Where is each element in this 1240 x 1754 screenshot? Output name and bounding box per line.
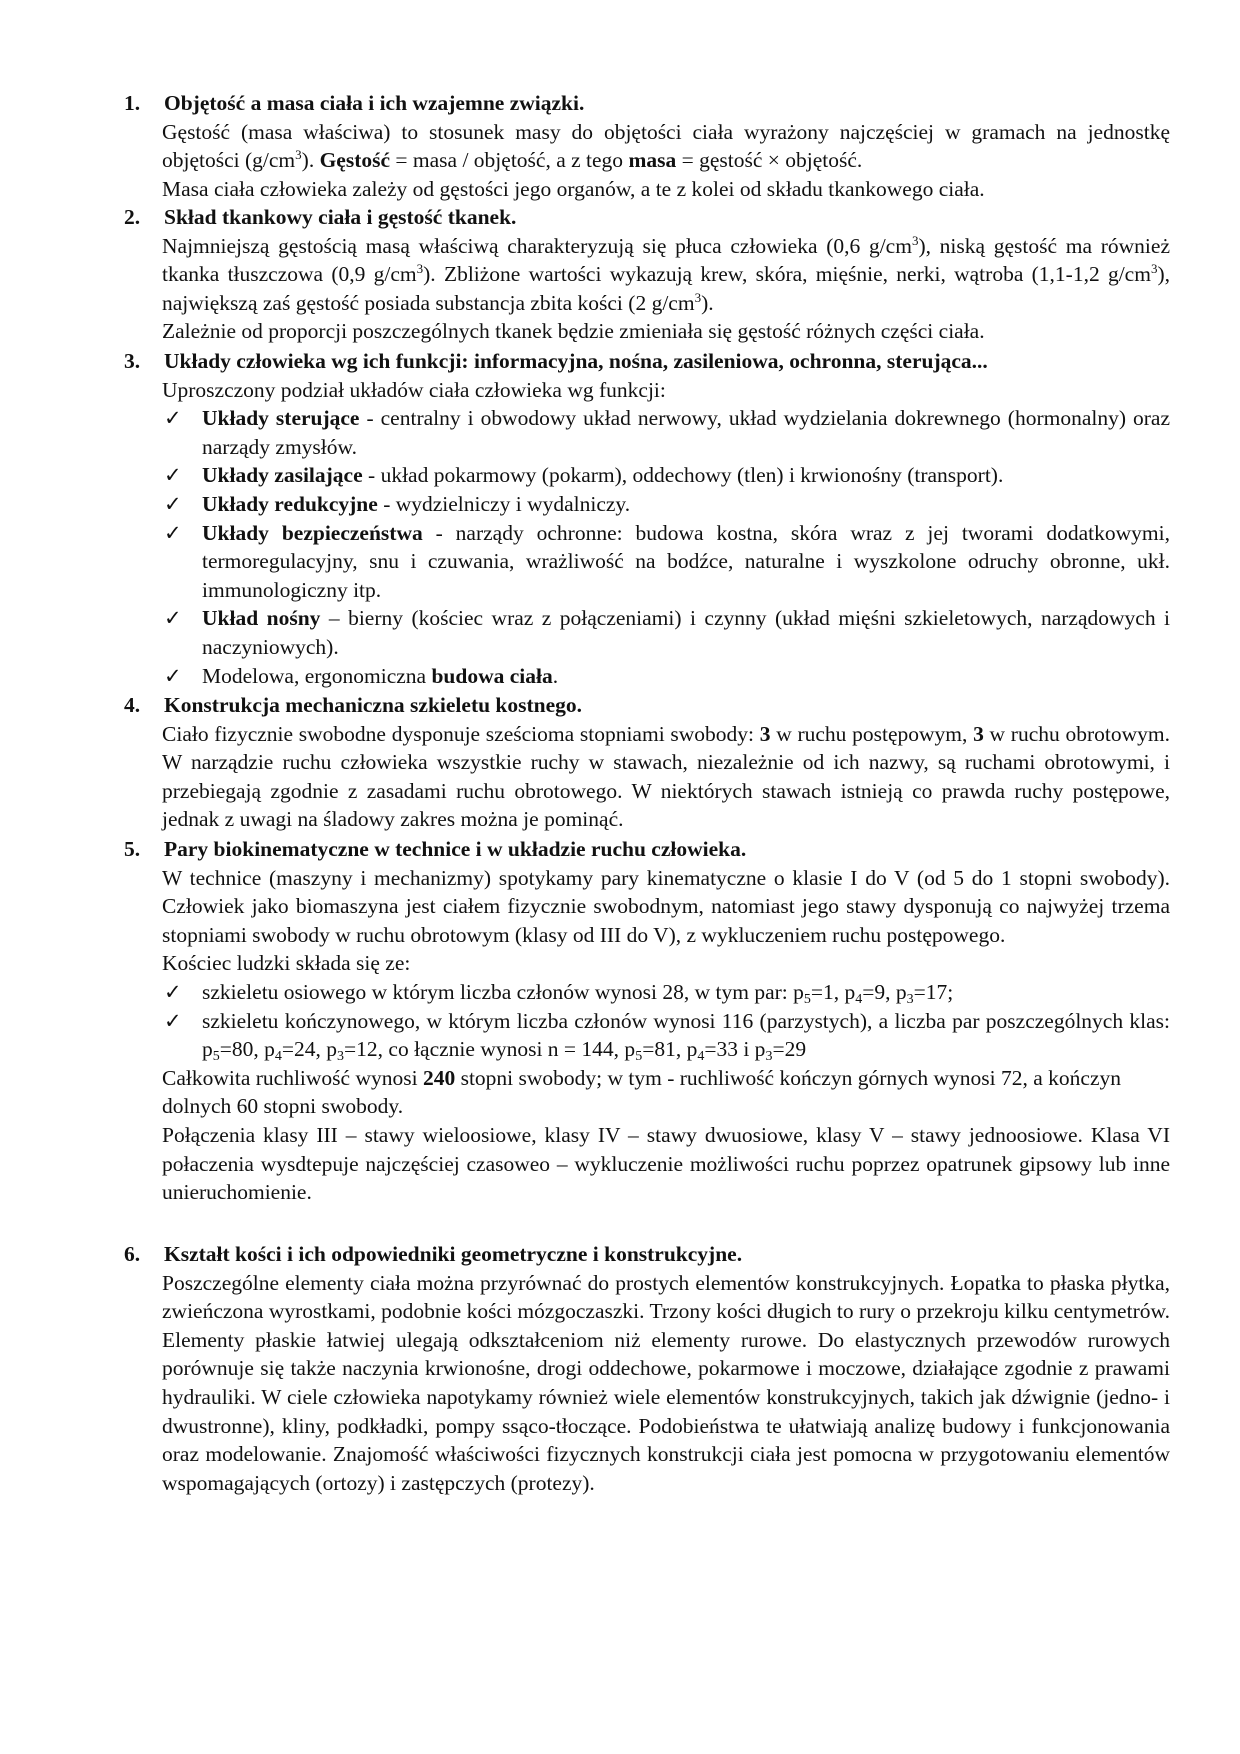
- bold-term: Układy bezpieczeństwa: [202, 520, 423, 545]
- section-number: 6.: [124, 1242, 141, 1266]
- bold-term: 3: [973, 721, 984, 746]
- text-run: ). Zbliżone wartości wykazują krew, skóra, mięśnie, nerki, wątroba (1,1-1,2 g/cm: [423, 262, 1151, 287]
- section-heading: [120, 347, 1170, 376]
- text-run: Modelowa, ergonomiczna: [202, 663, 432, 688]
- section-title: Układy człowieka wg ich funkcji: informacyjna, nośna, zasileniowa, ochronna, sterująca...: [164, 349, 988, 373]
- section-title: Konstrukcja mechaniczna szkieletu kostnego.: [164, 693, 583, 717]
- text-run: w ruchu postępowym,: [770, 721, 974, 746]
- section-heading: [120, 1240, 1170, 1269]
- paragraph: Kościec ludzki składa się ze:: [162, 951, 411, 976]
- bold-term: masa: [628, 148, 677, 173]
- paragraph: Masa ciała człowieka zależy od gęstości jego organów, a te z kolei od składu tkankowego ciała.: [162, 176, 985, 201]
- bold-term: 240: [422, 1065, 456, 1090]
- section-4: [120, 691, 1170, 834]
- subscript: 3: [337, 1049, 345, 1065]
- text-run: =33 i p: [704, 1037, 766, 1062]
- section-2: [120, 203, 1170, 346]
- text-run: – bierny (kościec wraz z połączeniami) i czynny (układ mięśni szkieletowych, narządowych i naczyniowych).: [202, 606, 1170, 659]
- text-run: =29: [772, 1037, 807, 1062]
- text-run: =12, co łącznie wynosi n = 144, p: [344, 1037, 636, 1062]
- bold-term: Gęstość: [319, 148, 391, 173]
- text-run: szkieletu kończynowego, w którym liczba członów wynosi 116 (parzystych), a liczba par poszczególnych klas: p: [202, 1008, 1170, 1062]
- text-run: = gęstość × objętość.: [676, 148, 863, 173]
- superscript: 3: [911, 232, 919, 248]
- subscript: 5: [212, 1049, 220, 1065]
- section-1: [120, 89, 1170, 203]
- text-run: Gęstość (masa właściwa) to stosunek masy do objętości ciała wyrażony najczęściej w gramach na jednostkę objętości (g/cm: [162, 119, 1170, 173]
- superscript: 3: [416, 261, 424, 277]
- list-item: [120, 404, 1170, 461]
- section-number: 2.: [124, 205, 141, 229]
- paragraph: [120, 118, 1170, 175]
- superscript: 3: [295, 147, 302, 163]
- text-run: = masa / objętość, a z tego: [390, 148, 629, 173]
- text-run: =1, p: [810, 979, 856, 1004]
- list-item: [120, 978, 1170, 1007]
- section-title: Skład tkankowy ciała i gęstość tkanek.: [164, 205, 517, 229]
- check-icon: ✓: [164, 463, 182, 488]
- check-icon: ✓: [164, 663, 182, 688]
- paragraph: Zależnie od proporcji poszczególnych tkanek będzie zmieniała się gęstość różnych części ciała.: [162, 319, 985, 344]
- subscript: 4: [697, 1049, 705, 1065]
- text-run: =81, p: [642, 1037, 698, 1062]
- list-item: [120, 519, 1170, 605]
- check-icon: ✓: [164, 979, 182, 1004]
- section-3: [120, 347, 1170, 690]
- paragraph: [120, 720, 1170, 834]
- bold-term: budowa ciała: [431, 663, 553, 688]
- paragraph: [120, 232, 1170, 318]
- text-run: w ruchu obrotowym. W narządzie ruchu człowieka wszystkie ruchy w stawach, niezależnie od ich nazwy, są ruchami obrotowymi, i przebiegają zgodnie z zasadami ruchu obrotowego. W niektórych stawach istnieją co prawda ruchy postępowe, jednak z uwagi na śladowy zakres można je pominąć.: [162, 721, 1170, 832]
- text-run: =9, p: [862, 979, 907, 1004]
- paragraph: W technice (maszyny i mechanizmy) spotykamy pary kinematyczne o klasie I do V (od 5 do 1 stopni swobody). Człowiek jako biomaszyna jest ciałem fizycznie swobodnym, natomiast jego stawy dysponują co najwyżej trzema stopniami swobody w ruchu obrotowym (klasy od III do V), z wykluczeniem ruchu postępowego.: [162, 865, 1170, 947]
- section-heading: [120, 89, 1170, 118]
- section-heading: [120, 203, 1170, 232]
- text-run: =24, p: [281, 1037, 338, 1062]
- list-item: [120, 1007, 1170, 1064]
- paragraph: [120, 1064, 1170, 1121]
- section-number: 5.: [124, 837, 141, 861]
- text-run: ), niską gęstość ma również tkanka tłuszczowa (0,9 g/cm: [162, 233, 1170, 287]
- checklist: [120, 404, 1170, 690]
- text-run: ).: [301, 148, 320, 173]
- subscript: 5: [803, 991, 811, 1007]
- check-icon: ✓: [164, 406, 182, 431]
- section-heading: [120, 691, 1170, 720]
- text-run: ), największą zaś gęstość posiada substancja zbita kości (2 g/cm: [162, 262, 1170, 315]
- bold-term: Układy sterujące: [202, 406, 360, 431]
- text-run: stopni swobody; w tym - ruchliwość kończyn górnych wynosi 72, a kończyn dolnych 60 stopni swobody.: [162, 1065, 1122, 1119]
- subscript: 3: [906, 991, 914, 1007]
- section-number: 3.: [124, 349, 141, 373]
- section-number: 4.: [124, 693, 141, 717]
- paragraph: Połączenia klasy III – stawy wieloosiowe, klasy IV – stawy dwuosiowe, klasy V – stawy jednoosiowe. Klasa VI połaczenia wysdtepuje najczęściej czasoweo – wykluczenie możliwości ruchu poprzez opatrunek gipsowy lub inne unieruchomienie.: [162, 1122, 1170, 1205]
- text-run: - układ pokarmowy (pokarm), oddechowy (tlen) i krwionośny (transport).: [362, 463, 1004, 488]
- bold-term: Układy redukcyjne: [202, 491, 378, 516]
- bold-term: Układ nośny: [202, 606, 321, 631]
- text-run: ).: [701, 290, 714, 315]
- text-run: Całkowita ruchliwość wynosi: [162, 1065, 423, 1090]
- check-icon: ✓: [164, 491, 182, 516]
- section-5: [120, 835, 1170, 1207]
- section-title: Kształt kości i ich odpowiedniki geometryczne i konstrukcyjne.: [164, 1242, 743, 1266]
- text-run: szkieletu osiowego w którym liczba członów wynosi 28, w tym par: p: [202, 979, 804, 1004]
- text-run: Najmniejszą gęstością masą właściwą charakteryzują się płuca człowieka (0,6 g/cm: [162, 233, 912, 258]
- paragraph: Poszczególne elementy ciała można przyrównać do prostych elementów konstrukcyjnych. Łopatka to płaska płytka, zwieńczona wyrostkami, podobnie kości mózgoczaszki. Trzony kości długich to rury o przekroju kilku centymetrów. Elementy płaskie łatwiej ulegają odkształceniom niż elementy rurowe. Do elastycznych przewodów rurowych porównuje się także naczynia krwionośne, drogi oddechowe, pokarmowe i moczowe, działające zgodnie z prawami hydrauliki. W ciele człowieka napotykamy również wiele elementów konstrukcyjnych, takich jak dźwignie (jedno- i dwustronne), kliny, podkładki, pompy ssąco-tłoczące. Podobieństwa te ułatwiają analizę budowy i funkcjonowania oraz modelowanie. Znajomość właściwości fizycznych konstrukcji ciała jest pomocna w przygotowaniu elementów wspomagających (ortozy) i zastępczych (protezy).: [162, 1270, 1170, 1495]
- section-title: Pary biokinematyczne w technice i w układzie ruchu człowieka.: [164, 837, 747, 861]
- text-run: - narządy ochronne: budowa kostna, skóra wraz z jej tworami dodatkowymi, termoregulacyjny, snu i czuwania, wrażliwość na bodźce, naturalne i wyszkolone odruchy obronne, ukł. immunologiczny itp.: [202, 520, 1170, 602]
- subscript: 4: [855, 991, 863, 1007]
- subscript: 5: [635, 1049, 643, 1065]
- check-icon: ✓: [164, 1008, 182, 1033]
- text-run: .: [552, 663, 559, 688]
- checklist: [120, 978, 1170, 1064]
- subscript: 4: [274, 1049, 282, 1065]
- check-icon: ✓: [164, 606, 182, 631]
- list-item: [120, 662, 1170, 691]
- text-run: - centralny i obwodowy układ nerwowy, układ wydzielania dokrewnego (hormonalny) oraz narządy zmysłów.: [202, 406, 1170, 459]
- text-run: Ciało fizycznie swobodne dysponuje sześcioma stopniami swobody:: [162, 721, 760, 746]
- section-heading: [120, 835, 1170, 864]
- bold-term: Układy zasilające: [202, 463, 363, 488]
- list-item: [120, 490, 1170, 519]
- text-run: =17;: [913, 979, 954, 1004]
- section-6: [120, 1240, 1170, 1497]
- text-run: =80, p: [219, 1037, 275, 1062]
- bold-term: 3: [759, 721, 771, 746]
- section-number: 1.: [124, 91, 141, 115]
- list-item: [120, 461, 1170, 490]
- paragraph: Uproszczony podział układów ciała człowieka wg funkcji:: [162, 377, 666, 402]
- list-item: [120, 604, 1170, 661]
- check-icon: ✓: [164, 520, 182, 545]
- section-title: Objętość a masa ciała i ich wzajemne związki.: [164, 91, 585, 115]
- superscript: 3: [694, 289, 702, 305]
- subscript: 3: [765, 1049, 773, 1065]
- text-run: - wydzielniczy i wydalniczy.: [377, 491, 631, 516]
- superscript: 3: [1150, 261, 1158, 277]
